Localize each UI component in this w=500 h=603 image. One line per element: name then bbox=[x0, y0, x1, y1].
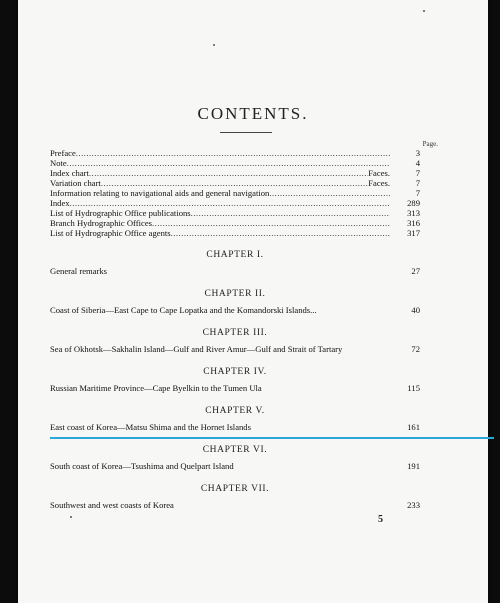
toc-faces: Faces. bbox=[368, 178, 390, 188]
chapter-entry bbox=[50, 383, 420, 394]
toc-row bbox=[50, 168, 420, 178]
chapter-heading: CHAPTER III. bbox=[202, 328, 268, 338]
chapter-heading: CHAPTER VI. bbox=[202, 445, 268, 455]
toc-label: List of Hydrographic Office agents bbox=[50, 228, 171, 238]
page-title: CONTENTS. bbox=[197, 104, 309, 123]
toc-label: Index chart bbox=[50, 168, 89, 178]
toc-label: Index bbox=[50, 198, 70, 208]
toc-row bbox=[50, 158, 420, 168]
toc-row bbox=[50, 188, 420, 198]
toc-page: 7 bbox=[415, 178, 420, 188]
toc-row bbox=[50, 228, 420, 238]
chapter-entry-page: 72 bbox=[411, 344, 420, 354]
chapter-entry bbox=[50, 344, 420, 355]
chapter-entry-page: 161 bbox=[407, 422, 420, 432]
toc-label: Branch Hydrographic Offices bbox=[50, 218, 152, 228]
chapter-entry-text: East coast of Korea—Matsu Shima and the Hornet Islands bbox=[50, 422, 251, 432]
dot-leader bbox=[269, 188, 390, 198]
chapter-entry-text: South coast of Korea—Tsushima and Quelpart Island bbox=[50, 461, 234, 471]
toc-page: 316 bbox=[407, 218, 420, 228]
paper-speck bbox=[70, 516, 72, 518]
chapter-entry-page: 40 bbox=[411, 305, 420, 315]
toc-label: List of Hydrographic Office publications bbox=[50, 208, 191, 218]
chapter-entry-page: 27 bbox=[411, 266, 420, 276]
chapter-heading: CHAPTER V. bbox=[205, 406, 265, 416]
dot-leader bbox=[67, 158, 390, 168]
chapter-heading: CHAPTER VII. bbox=[200, 484, 270, 494]
toc-label: Note bbox=[50, 158, 67, 168]
dot-leader bbox=[152, 218, 390, 228]
toc-page: 313 bbox=[407, 208, 420, 218]
chapter-entry-text: Southwest and west coasts of Korea bbox=[50, 500, 174, 510]
toc-page: 317 bbox=[407, 228, 420, 238]
toc-label: Preface bbox=[50, 148, 76, 158]
table-of-contents bbox=[50, 148, 420, 511]
dot-leader bbox=[191, 208, 390, 218]
chapter-heading: CHAPTER I. bbox=[206, 250, 264, 260]
chapter-entry-text: Sea of Okhotsk—Sakhalin Island—Gulf and River Amur—Gulf and Strait of Tartary bbox=[50, 344, 343, 354]
dot-leader bbox=[76, 148, 390, 158]
chapter-entry-text: Coast of Siberia—East Cape to Cape Lopatka and the Komandorski Islands... bbox=[50, 305, 317, 315]
toc-page: 7 bbox=[415, 168, 420, 178]
chapter-entry-page: 233 bbox=[407, 500, 420, 510]
chapter-entry bbox=[50, 461, 420, 472]
toc-row bbox=[50, 148, 420, 158]
toc-row bbox=[50, 178, 420, 188]
dot-leader bbox=[89, 168, 368, 178]
toc-page: 3 bbox=[415, 148, 420, 158]
chapter-entry-page: 191 bbox=[407, 461, 420, 471]
highlight-line bbox=[50, 437, 494, 439]
dot-leader bbox=[101, 178, 368, 188]
paper-speck bbox=[213, 44, 215, 46]
page-number: 5 bbox=[378, 514, 383, 525]
toc-page: 4 bbox=[415, 158, 420, 168]
toc-row bbox=[50, 208, 420, 218]
dot-leader bbox=[70, 198, 390, 208]
toc-page: 289 bbox=[407, 198, 420, 208]
dot-leader bbox=[171, 228, 390, 238]
toc-row bbox=[50, 218, 420, 228]
chapter-entry bbox=[50, 305, 420, 316]
toc-faces: Faces. bbox=[368, 168, 390, 178]
toc-label: Information relating to navigational aids and general navigation bbox=[50, 188, 270, 198]
toc-page: 7 bbox=[415, 188, 420, 198]
paper-speck bbox=[423, 10, 425, 12]
chapter-entry-text: General remarks bbox=[50, 266, 108, 276]
toc-row bbox=[50, 198, 420, 208]
chapter-entry-page: 115 bbox=[407, 383, 420, 393]
page-column-heading: Page. bbox=[422, 140, 438, 148]
toc-label: Variation chart bbox=[50, 178, 101, 188]
chapter-entry bbox=[50, 500, 420, 511]
chapter-heading: CHAPTER IV. bbox=[203, 367, 267, 377]
chapter-entry bbox=[50, 422, 420, 433]
title-rule bbox=[220, 132, 272, 133]
chapter-entry bbox=[50, 266, 420, 277]
chapter-entry-text: Russian Maritime Province—Cape Byelkin to the Tumen Ula bbox=[50, 383, 262, 393]
chapter-heading: CHAPTER II. bbox=[204, 289, 266, 299]
